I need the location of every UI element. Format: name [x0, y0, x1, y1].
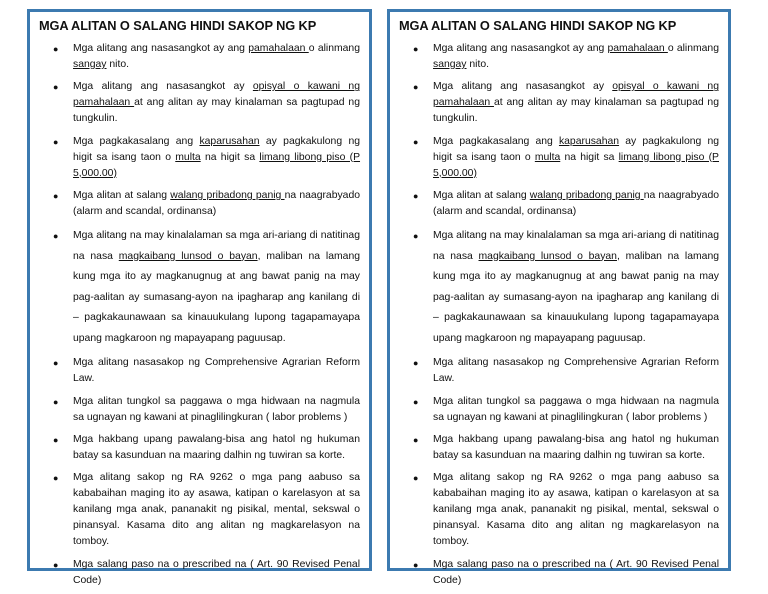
- list-item: [399, 394, 719, 426]
- list-item: [399, 41, 719, 73]
- item-text: Mga alitang ang nasasangkot ay ang: [73, 43, 249, 54]
- list-item: [39, 355, 360, 387]
- bullet-icon: ●: [413, 473, 419, 484]
- left-panel: [27, 9, 372, 586]
- bullet-icon: ●: [53, 396, 59, 407]
- underlined-text: magkaibang lunsod o bayan: [478, 250, 617, 262]
- underlined-text: opisyal o kawani ng pamahalaan: [73, 81, 360, 109]
- underlined-text: kaparusahan: [558, 135, 620, 147]
- list-item: [39, 79, 360, 127]
- underlined-text: pamahalaan: [607, 43, 668, 54]
- bullet-icon: ●: [413, 358, 419, 369]
- list-item: [399, 134, 719, 182]
- item-text: ay pagkakulong ng higit sa isang taon o: [433, 135, 719, 163]
- item-text: Mga alitan at salang: [433, 189, 530, 201]
- item-list: [399, 41, 719, 589]
- bullet-icon: ●: [53, 44, 59, 54]
- item-text: Mga pagkakasalang ang: [433, 135, 559, 147]
- item-text: at ang alitan ay may kinalaman sa pagtupad ng tungkulin.: [73, 97, 360, 125]
- item-text: o alinmang: [667, 43, 719, 54]
- item-text: Mga alitang na may kinalalaman sa mga ari-ariang di natitinag na nasa: [433, 230, 719, 262]
- item-text: Mga alitan tungkol sa paggawa o mga hidwaan na nagmula sa ugnayan ng kawani at pinaglilingkuran ( labor problems ): [433, 395, 719, 423]
- bullet-icon: ●: [53, 82, 59, 93]
- list-item: [39, 226, 360, 349]
- underlined-text: opisyal o kawani ng pamahalaan: [433, 81, 719, 109]
- item-text: Mga salang paso na o prescribed na ( Art. 90 Revised Penal Code): [73, 558, 360, 586]
- bullet-icon: ●: [53, 231, 59, 242]
- item-text: nito.: [466, 59, 490, 70]
- underlined-text: multa: [175, 151, 201, 163]
- item-text: na higit sa: [560, 151, 619, 163]
- underlined-text: walang pribadong panig: [529, 189, 644, 201]
- item-text: Mga alitang ang nasasangkot ay ang: [433, 43, 608, 54]
- bullet-icon: ●: [53, 435, 59, 446]
- item-text: Mga alitang ang nasasangkot ay: [73, 81, 253, 93]
- panel-title: MGA ALITAN O SALANG HINDI SAKOP NG KP: [39, 18, 317, 33]
- list-item: [39, 394, 360, 426]
- item-text: Mga alitang nasasakop ng Comprehensive Agrarian Reform Law.: [433, 357, 719, 385]
- item-text: ay pagkakulong ng higit sa isang taon o: [73, 135, 360, 163]
- item-text: Mga hakbang upang pawalang-bisa ang hatol ng hukuman batay sa kasunduan na maaring dalhin ng tuwiran sa korte.: [433, 434, 719, 462]
- item-list: [39, 41, 360, 589]
- bullet-icon: ●: [413, 435, 419, 446]
- bullet-icon: ●: [413, 231, 419, 242]
- underlined-text: sangay: [433, 59, 467, 70]
- item-text: Mga pagkakasalang ang: [73, 135, 200, 147]
- bullet-icon: ●: [53, 190, 59, 201]
- item-text: na naagrabyado (alarm and scandal, ordinansa): [433, 189, 720, 217]
- bullet-icon: ●: [413, 82, 419, 93]
- underlined-text: pamahalaan: [248, 43, 309, 54]
- list-item: [39, 432, 360, 464]
- list-item: [39, 470, 360, 550]
- panel-title: MGA ALITAN O SALANG HINDI SAKOP NG KP: [399, 18, 677, 33]
- underlined-text: limang libong piso (P 5,000.00): [433, 151, 719, 179]
- item-text: at ang alitan ay may kinalaman sa pagtupad ng tungkulin.: [433, 97, 719, 125]
- list-item: [399, 79, 719, 127]
- bullet-icon: ●: [413, 559, 419, 570]
- list-item: [39, 134, 360, 182]
- bullet-icon: ●: [53, 473, 59, 484]
- item-text: nito.: [106, 59, 130, 70]
- list-item: [399, 557, 719, 589]
- list-item: [39, 41, 360, 73]
- list-item: [39, 557, 360, 589]
- right-panel: [387, 9, 731, 586]
- list-item: [399, 432, 719, 464]
- item-text: na higit sa: [200, 151, 260, 163]
- underlined-text: magkaibang lunsod o bayan: [118, 250, 258, 262]
- bullet-icon: ●: [413, 44, 419, 54]
- item-text: Mga alitang na may kinalalaman sa mga ari-ariang di natitinag na nasa: [73, 230, 360, 262]
- underlined-text: limang libong piso (P 5,000.00): [73, 151, 361, 179]
- item-text: Mga alitang sakop ng RA 9262 o mga pang aabuso sa kababaihan maging ito ay asawa, katipan o karelasyon at sa kanilang mga anak, pananakit ng pisikal, mental, sekswal o pinansyal. Kasama dito ang alitan ng magkarelasyon na tomboy.: [73, 472, 360, 548]
- underlined-text: multa: [534, 151, 561, 163]
- item-text: Mga alitan tungkol sa paggawa o mga hidwaan na nagmula sa ugnayan ng kawani at pinaglilingkuran ( labor problems ): [73, 395, 360, 423]
- list-item: [399, 355, 719, 387]
- bullet-icon: ●: [53, 136, 59, 147]
- bullet-icon: ●: [413, 136, 419, 147]
- item-text: , maliban na lamang kung mga ito ay magkanugnug at ang bawat panig na may pag-aalitan ay sumasang-ayon na ipagharap ang kanilang di – pagkakaunawaan sa kinauukulang lupong tagapamayapa upang magkaroon ng mapayapang paguusap.: [433, 250, 720, 344]
- bullet-icon: ●: [53, 559, 59, 570]
- item-text: Mga alitan at salang: [73, 189, 171, 201]
- item-text: na naagrabyado (alarm and scandal, ordinansa): [73, 189, 361, 217]
- list-item: [399, 470, 719, 550]
- list-item: [399, 226, 719, 349]
- item-text: Mga alitang nasasakop ng Comprehensive Agrarian Reform Law.: [73, 357, 360, 385]
- list-item: [399, 188, 719, 220]
- list-item: [39, 188, 360, 220]
- bullet-icon: ●: [413, 190, 419, 201]
- underlined-text: kaparusahan: [199, 135, 260, 147]
- item-text: , maliban na lamang kung mga ito ay magkanugnug at ang bawat panig na may pag-aalitan ay sumasang-ayon na ipagharap ang kanilang di – pagkakaunawaan sa kinauukulang lupong tagapamayapa upang magkaroon ng mapayapang paguusap.: [73, 250, 361, 344]
- item-text: Mga alitang ang nasasangkot ay: [433, 81, 613, 93]
- underlined-text: walang pribadong panig: [170, 189, 285, 201]
- bullet-icon: ●: [413, 396, 419, 407]
- underlined-text: sangay: [73, 59, 107, 70]
- item-text: Mga salang paso na o prescribed na ( Art. 90 Revised Penal Code): [433, 558, 719, 586]
- bullet-icon: ●: [53, 358, 59, 369]
- item-text: o alinmang: [308, 43, 360, 54]
- item-text: Mga alitang sakop ng RA 9262 o mga pang aabuso sa kababaihan maging ito ay asawa, katipan o karelasyon at sa kanilang mga anak, pananakit ng pisikal, mental, sekswal o pinansyal. Kasama dito ang alitan ng magkarelasyon na tomboy.: [433, 472, 719, 548]
- item-text: Mga hakbang upang pawalang-bisa ang hatol ng hukuman batay sa kasunduan na maaring dalhin ng tuwiran sa korte.: [73, 434, 360, 462]
